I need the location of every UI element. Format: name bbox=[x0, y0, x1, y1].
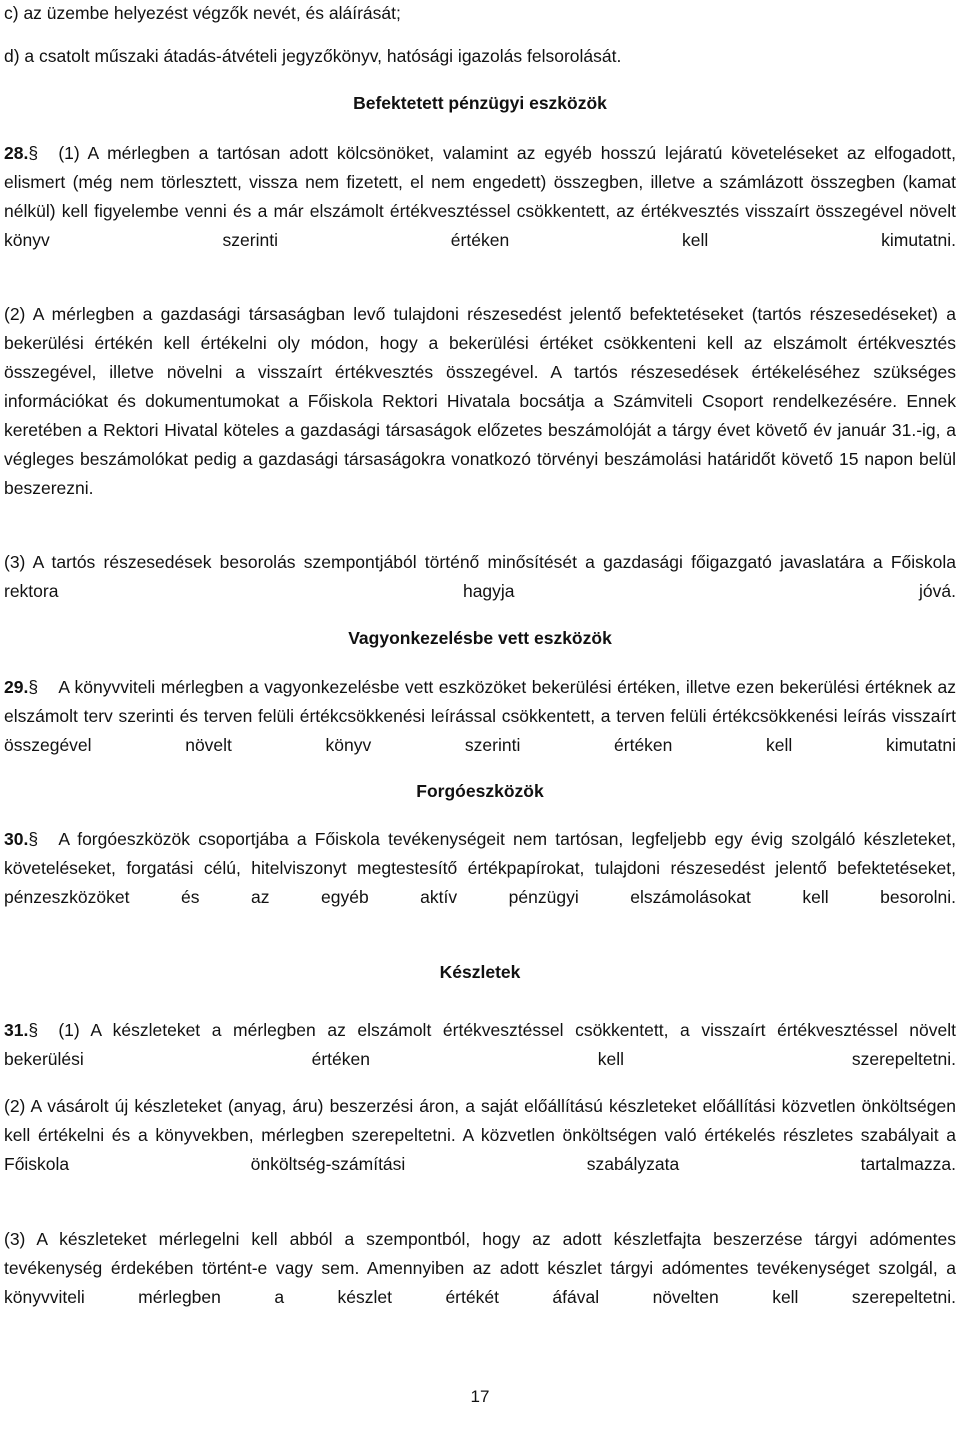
heading-vagyonkezeles: Vagyonkezelésbe vett eszközök bbox=[348, 628, 612, 648]
paragraph-text: (1) A mérlegben a tartósan adott kölcsönöket, valamint az egyéb hosszú lejáratú követeléseket az elfogadott, elismert (még nem törlesztett, vissza nem fizetett, el nem engedett) összegben, illetve a számlázott összegben (kamat nélkül) kell figyelembe venni és a már elszámolt értékvesztéssel csökkentett, az értékvesztés visszaírt összegével növelt könyv szerinti értéken kell kimutatni. bbox=[4, 143, 956, 250]
section-sign-icon: § bbox=[28, 143, 39, 163]
paragraph-number: 28. bbox=[4, 143, 29, 163]
paragraph-number: 29. bbox=[4, 677, 29, 697]
heading-befektetett: Befektetett pénzügyi eszközök bbox=[353, 93, 607, 113]
heading-keszletek: Készletek bbox=[439, 962, 521, 982]
paragraph-text: A forgóeszközök csoportjába a Főiskola tevékenységeit nem tartósan, legfeljebb egy évig szolgáló készleteket, követeléseket, forgatási célú, hitelviszonyt megtestesítő értékpapírokat, tulajdoni részesedést jelentő befektetéseket, pénzeszközöket és az egyéb aktív pénzügyi elszámolásokat kell besorolni. bbox=[4, 829, 956, 907]
paragraph-number: 31. bbox=[4, 1020, 29, 1040]
section-sign-icon: § bbox=[28, 829, 39, 849]
page-number: 17 bbox=[470, 1387, 490, 1406]
paragraph-28-2: (2) A mérlegben a gazdasági társaságban levő tulajdoni részesedést jelentő befektetéseket (tartós részesedéseket) a bekerülési értékén kell értékelni oly módon, hogy a bekerülési értéket csökkenteni kell az elszámolt értékvesztés összegével, illetve növelni a visszaírt értékvesztés összegével. A tartós részesedések értékeléséhez szükséges információkat és dokumentumokat a Főiskola Rektori Hivatala bocsátja a Számviteli Csoport rendelkezésére. Ennek keretében a Rektori Hivatal köteles a gazdasági társaságok előzetes beszámolóját a tárgy évet követő év január 31.-ig, a végleges beszámolókat pedig a gazdasági társaságokra vonatkozó törvényi beszámolási határidőt követő 15 napon belül beszerezni. bbox=[4, 304, 956, 498]
paragraph-31-2: (2) A vásárolt új készleteket (anyag, áru) beszerzési áron, a saját előállítású készleteket előállítási közvetlen önköltségen kell értékelni és a könyvekben, mérlegben szerepeltetni. A közvetlen önköltségen való értékelés részletes szabályait a Főiskola önköltség-számítási szabályzata tartalmazza. bbox=[4, 1096, 956, 1174]
paragraph-number: 30. bbox=[4, 829, 29, 849]
heading-forgoeszkozok: Forgóeszközök bbox=[416, 781, 544, 801]
paragraph-31-3: (3) A készleteket mérlegelni kell abból a szempontból, hogy az adott készletfajta beszerzése tárgyi adómentes tevékenység érdekében történt-e vagy sem. Amennyiben az adott készlet tárgyi adómentes tevékenységet szolgál, a könyvviteli mérlegben a készlet értékét áfával növelten kell szerepeltetni. bbox=[4, 1229, 956, 1307]
paragraph-30 bbox=[4, 825, 956, 912]
paragraph-28-1 bbox=[4, 139, 956, 255]
section-sign-icon: § bbox=[28, 677, 39, 697]
list-item-c: c) az üzembe helyezést végzők nevét, és aláírását; bbox=[4, 3, 401, 23]
paragraph-text: (1) A készleteket a mérlegben az elszámolt értékvesztéssel csökkentett, a visszaírt értékvesztéssel növelt bekerülési értéken kell szerepeltetni. bbox=[4, 1020, 956, 1069]
paragraph-text: A könyvviteli mérlegben a vagyonkezelésbe vett eszközöket bekerülési értéken, illetve ezen bekerülési értéknek az elszámolt terv szerinti és terven felüli értékcsökkenési leírással csökkentett, a terven felüli értékcsökkenési leírás visszaírt összegével növelt könyv szerinti értéken kell kimutatni bbox=[4, 677, 956, 755]
paragraph-28-3: (3) A tartós részesedések besorolás szempontjából történő minősítését a gazdasági főigazgató javaslatára a Főiskola rektora hagyja jóvá. bbox=[4, 552, 956, 601]
paragraph-31-1 bbox=[4, 1016, 956, 1074]
paragraph-29 bbox=[4, 673, 956, 760]
list-item-d: d) a csatolt műszaki átadás-átvételi jegyzőkönyv, hatósági igazolás felsorolását. bbox=[4, 46, 622, 66]
section-sign-icon: § bbox=[28, 1020, 39, 1040]
